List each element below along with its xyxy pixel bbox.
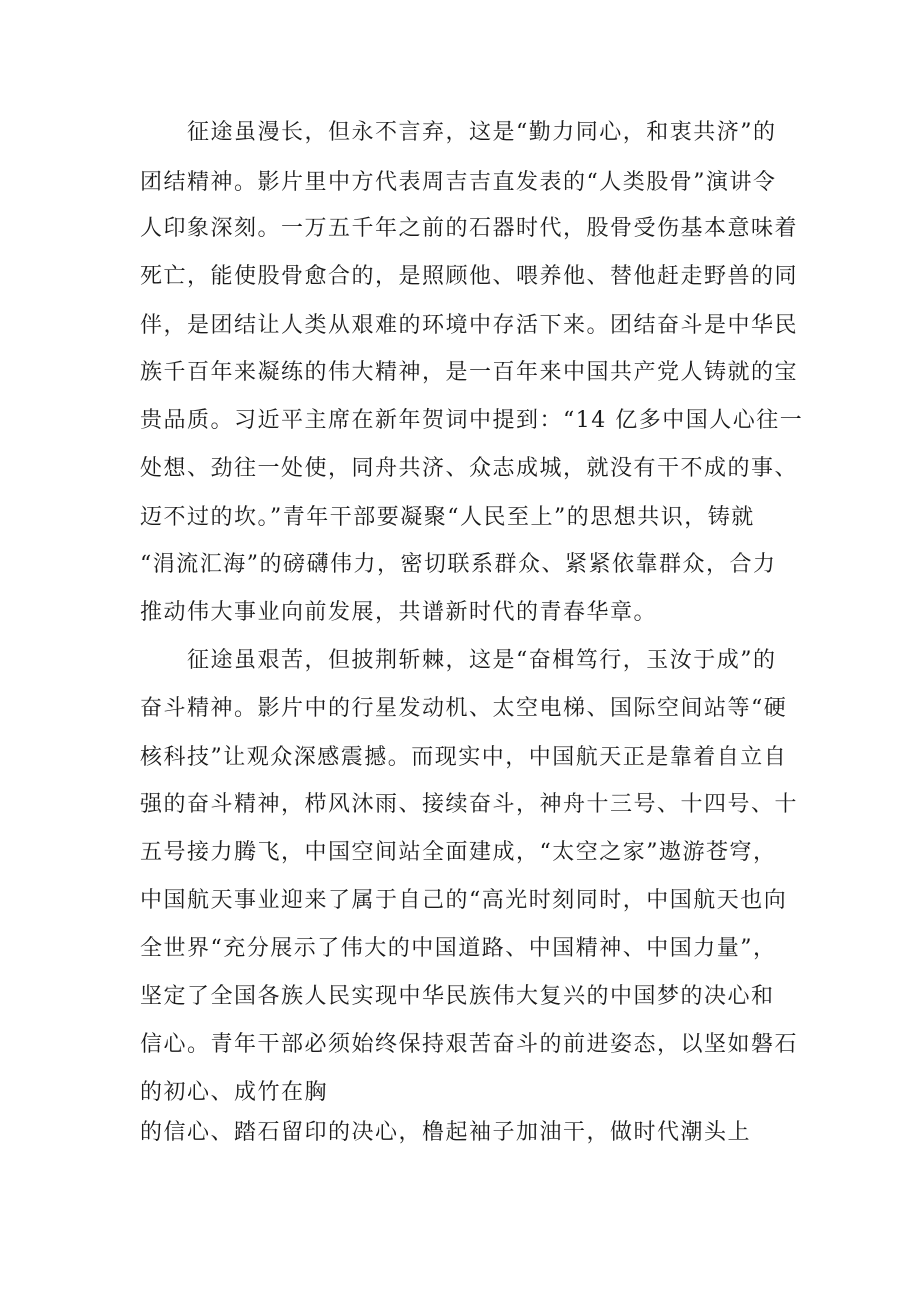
paragraph-line: 中国航天事业迎来了属于自己的“高光时刻同时，中国航天也向	[140, 888, 788, 913]
paragraph-line: 贵品质。习近平主席在新年贺词中提到：“14 亿多中国人心往一	[140, 408, 804, 433]
paragraph-line: 处想、劲往一处使，同舟共济、众志成城，就没有干不成的事、	[140, 456, 799, 481]
paragraph-line: 迈不过的坎。”青年干部要凝聚“人民至上”的思想共识，铸就	[140, 505, 755, 530]
paragraph-line: 信心。青年干部必须始终保持艰苦奋斗的前进姿态，以坚如磐石	[140, 1032, 799, 1057]
paragraph-line: 强的奋斗精神，栉风沐雨、接续奋斗，神舟十三号、十四号、十	[140, 792, 799, 817]
paragraph-line: 征途虽艰苦，但披荆斩棘，这是“奋楫笃行，玉汝于成”的	[187, 648, 777, 673]
paragraph-line: 伴，是团结让人类从艰难的环境中存活下来。团结奋斗是中华民	[140, 313, 799, 338]
paragraph-line: 坚定了全国各族人民实现中华民族伟大复兴的中国梦的决心和	[140, 984, 775, 1009]
paragraph-line: 族千百年来凝练的伟大精神，是一百年来中国共产党人铸就的宝	[140, 360, 799, 385]
paragraph-line: “涓流汇海”的磅礴伟力，密切联系群众、紧紧依靠群众，合力	[140, 552, 777, 577]
paragraph-line: 推动伟大事业向前发展，共谱新时代的青春华章。	[140, 600, 658, 625]
paragraph-line: 团结精神。影片里中方代表周吉吉直发表的“人类股骨”演讲令	[140, 170, 777, 195]
paragraph-line: 人印象深刻。一万五千年之前的石器时代，股骨受伤基本意味着	[140, 216, 799, 241]
paragraph-line: 奋斗精神。影片中的行星发动机、太空电梯、国际空间站等“硬	[140, 696, 788, 721]
paragraph-line: 的初心、成竹在胸	[140, 1080, 329, 1105]
paragraph-line: 核科技”让观众深感震撼。而现实中，中国航天正是靠着自立自	[140, 745, 788, 770]
paragraph-line: 五号接力腾飞，中国空间站全面建成，“太空之家”遨游苍穹，	[140, 840, 777, 865]
paragraph-line: 全世界“充分展示了伟大的中国道路、中国精神、中国力量”，	[140, 936, 777, 961]
paragraph-line: 死亡，能使股骨愈合的，是照顾他、喂养他、替他赶走野兽的同	[140, 264, 799, 289]
paragraph-line: 的信心、踏石留印的决心，橹起袖子加油干，做时代潮头上	[140, 1120, 752, 1145]
paragraph-line: 征途虽漫长，但永不言弃，这是“勤力同心，和衷共济”的	[187, 120, 777, 145]
